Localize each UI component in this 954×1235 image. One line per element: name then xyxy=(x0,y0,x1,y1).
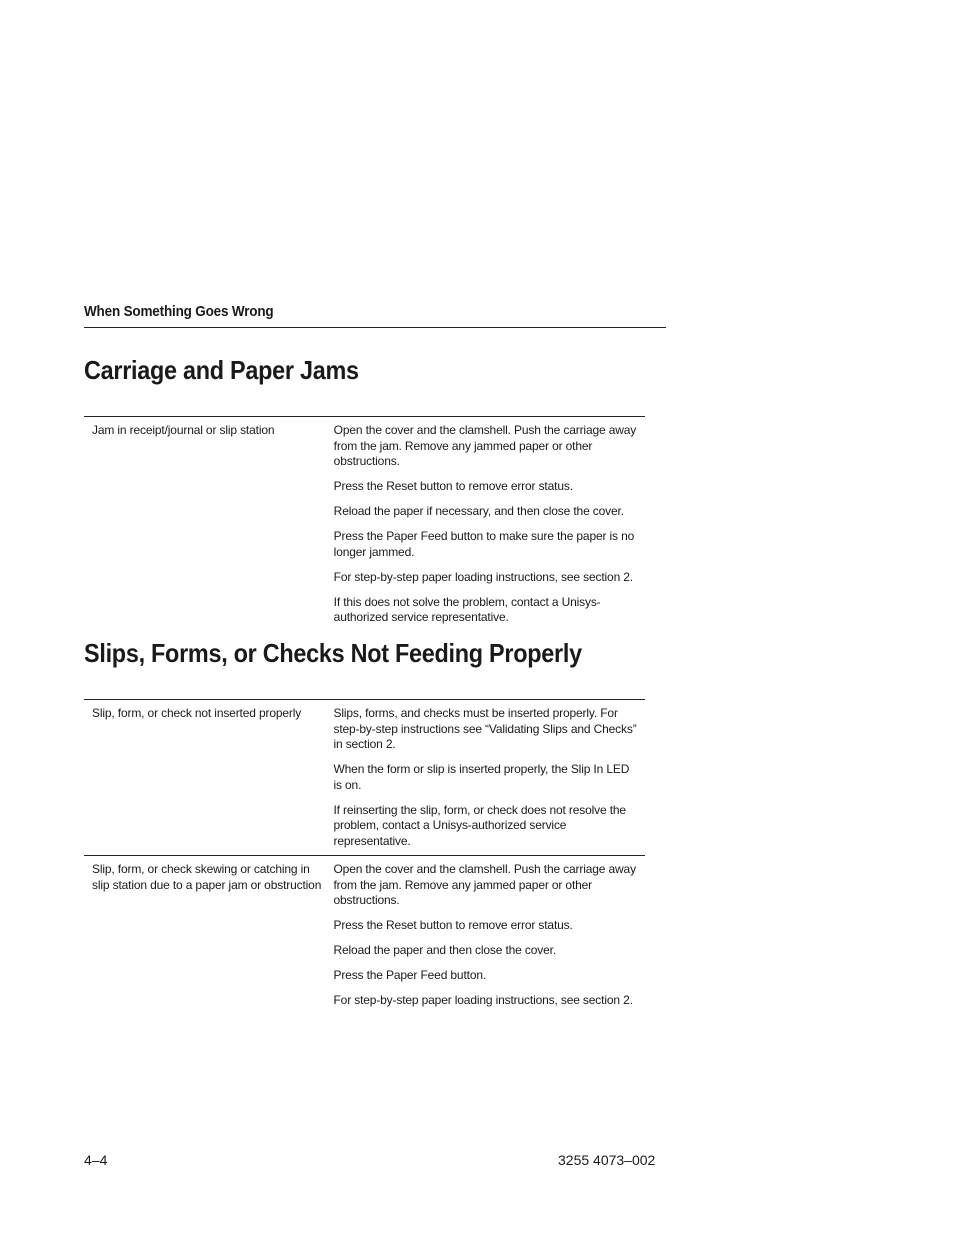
table-row xyxy=(84,417,645,632)
solution-step: For step-by-step paper loading instructions, see section 2. xyxy=(333,569,633,584)
solution-step: Press the Reset button to remove error status. xyxy=(333,479,573,493)
table-row xyxy=(84,700,645,856)
troubleshooting-table-jams xyxy=(84,416,645,632)
section-title-slips-not-feeding: Slips, Forms, or Checks Not Feeding Properly xyxy=(84,638,582,668)
solution-step: Slips, forms, and checks must be inserted properly. For step-by-step instructions see “Validating Slips and Checks” in section 2. xyxy=(333,706,637,751)
problem-cell: Slip, form, or check skewing or catching in slip station due to a paper jam or obstruction xyxy=(92,862,322,892)
running-head-text: When Something Goes Wrong xyxy=(84,303,274,320)
solution-step: Press the Reset button to remove error status. xyxy=(333,918,573,932)
solution-step: Reload the paper and then close the cover. xyxy=(333,943,557,957)
solution-step: For step-by-step paper loading instructions, see section 2. xyxy=(333,993,633,1007)
section-title-carriage-jams: Carriage and Paper Jams xyxy=(84,355,359,385)
solution-step: If reinserting the slip, form, or check does not resolve the problem, contact a Unisys-authorized service representative. xyxy=(333,802,626,848)
problem-cell: Slip, form, or check not inserted properly xyxy=(92,706,302,720)
solution-step: Open the cover and the clamshell. Push the carriage away from the jam. Remove any jammed paper or other obstructions. xyxy=(333,862,636,907)
solution-step: Press the Paper Feed button to make sure the paper is no longer jammed. xyxy=(333,529,635,559)
table-row xyxy=(84,856,645,1015)
document-number: 3255 4073–002 xyxy=(558,1152,656,1168)
solution-cell xyxy=(333,856,645,1015)
solution-step: Press the Paper Feed button. xyxy=(333,968,487,982)
page-number: 4–4 xyxy=(84,1152,108,1168)
solution-step: Open the cover and the clamshell. Push the carriage away from the jam. Remove any jammed paper or other obstructions. xyxy=(333,423,637,468)
solution-cell xyxy=(334,417,645,632)
problem-cell: Jam in receipt/journal or slip station xyxy=(92,423,275,437)
solution-step: If this does not solve the problem, contact a Unisys-authorized service representative. xyxy=(333,594,601,624)
solution-cell xyxy=(333,700,645,856)
troubleshooting-table-slips xyxy=(84,699,645,1015)
solution-step: When the form or slip is inserted properly, the Slip In LED is on. xyxy=(333,762,630,792)
running-head xyxy=(84,303,666,328)
solution-step: Reload the paper if necessary, and then close the cover. xyxy=(333,504,624,518)
